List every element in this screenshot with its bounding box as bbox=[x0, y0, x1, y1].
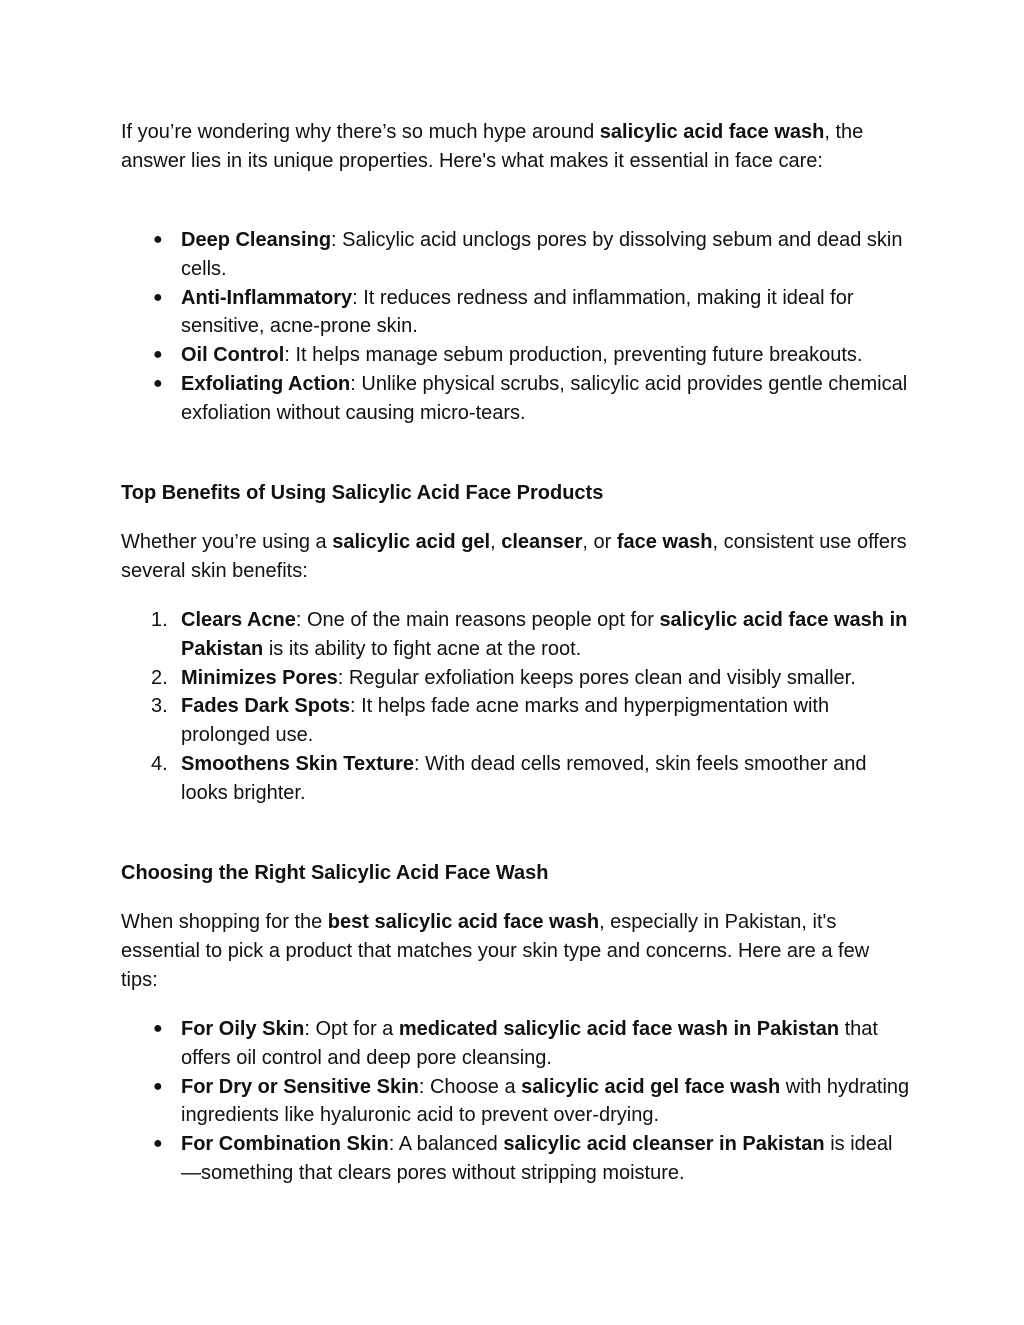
property-text: : Salicylic acid unclogs pores by dissolving sebum and dead skin cells. bbox=[181, 229, 903, 280]
text: , or bbox=[582, 531, 617, 553]
text: When shopping for the bbox=[121, 911, 328, 933]
text: that offers oil control and deep pore cleansing. bbox=[181, 1018, 878, 1069]
list-number: 1. bbox=[151, 609, 168, 631]
tip-term: For Combination Skin bbox=[181, 1133, 389, 1156]
bullet-icon: ● bbox=[153, 346, 163, 364]
bullet-icon: ● bbox=[153, 1077, 163, 1095]
bold-keyword: face wash bbox=[616, 531, 713, 553]
list-item bbox=[121, 284, 911, 342]
text: Whether you’re using a bbox=[121, 531, 333, 553]
list-item bbox=[121, 1073, 911, 1131]
section-heading-choosing: Choosing the Right Salicylic Acid Face Wash bbox=[121, 862, 549, 884]
text: : With dead cells removed, skin feels smoother and looks brighter. bbox=[181, 752, 867, 804]
bold-keyword: salicylic acid gel bbox=[332, 531, 491, 553]
list-item bbox=[121, 692, 911, 750]
list-item bbox=[121, 1130, 911, 1188]
section-heading-benefits: Top Benefits of Using Salicylic Acid Face Products bbox=[121, 482, 604, 504]
bold-keyword: best salicylic acid face wash bbox=[327, 911, 600, 933]
benefit-term: Clears Acne bbox=[181, 609, 296, 631]
tip-term: For Dry or Sensitive Skin bbox=[181, 1075, 419, 1098]
bold-keyword: cleanser bbox=[501, 531, 583, 553]
intro-paragraph bbox=[121, 118, 911, 176]
benefit-term: Smoothens Skin Texture bbox=[181, 752, 415, 775]
text: , consistent use offers several skin benefits: bbox=[121, 531, 907, 582]
bold-keyword: salicylic acid gel face wash bbox=[521, 1075, 781, 1098]
benefits-list bbox=[121, 606, 911, 808]
text: : Choose a bbox=[418, 1075, 522, 1098]
property-term: Anti-Inflammatory bbox=[181, 286, 353, 309]
text: , especially in Pakistan, it's essential to pick a product that matches your skin type and concerns. Here are a few tips: bbox=[121, 911, 870, 991]
property-term: Deep Cleansing bbox=[181, 229, 332, 251]
bullet-icon: ● bbox=[153, 288, 163, 306]
intro-bold-keyword: salicylic acid face wash bbox=[599, 121, 825, 143]
bullet-icon: ● bbox=[153, 231, 163, 248]
list-item bbox=[121, 664, 911, 693]
list-item bbox=[121, 606, 911, 664]
properties-list bbox=[121, 226, 911, 428]
list-item bbox=[121, 750, 911, 808]
list-item bbox=[121, 341, 911, 370]
property-text: : It reduces redness and inflammation, making it ideal for sensitive, acne-prone skin. bbox=[181, 286, 854, 338]
list-number: 4. bbox=[151, 752, 168, 775]
bold-keyword: medicated salicylic acid face wash in Pakistan bbox=[398, 1018, 840, 1040]
choosing-intro-paragraph bbox=[121, 908, 911, 994]
benefit-term: Fades Dark Spots bbox=[181, 695, 350, 718]
property-text: : Unlike physical scrubs, salicylic acid provides gentle chemical exfoliation without causing micro-tears. bbox=[181, 372, 908, 424]
text: is its ability to fight acne at the root. bbox=[263, 637, 582, 660]
property-term: Oil Control bbox=[181, 344, 285, 367]
list-number: 2. bbox=[151, 666, 168, 689]
list-number: 3. bbox=[151, 695, 168, 718]
text: : A balanced bbox=[388, 1133, 504, 1156]
property-term: Exfoliating Action bbox=[181, 372, 351, 395]
text: , bbox=[490, 531, 502, 553]
text: : Opt for a bbox=[304, 1018, 399, 1040]
bullet-icon: ● bbox=[153, 1135, 163, 1153]
bold-keyword: salicylic acid cleanser in Pakistan bbox=[503, 1133, 825, 1156]
benefits-intro-paragraph bbox=[121, 528, 911, 586]
bold-keyword: salicylic acid face wash in Pakistan bbox=[181, 609, 908, 660]
text: : Regular exfoliation keeps pores clean and visibly smaller. bbox=[337, 666, 856, 689]
bullet-icon: ● bbox=[153, 1020, 163, 1037]
bullet-icon: ● bbox=[153, 374, 163, 392]
property-text: : It helps manage sebum production, preventing future breakouts. bbox=[284, 344, 863, 367]
text: : It helps fade acne marks and hyperpigmentation with prolonged use. bbox=[181, 695, 830, 747]
tip-term: For Oily Skin bbox=[181, 1018, 305, 1040]
intro-text: If you’re wondering why there’s so much hype around bbox=[121, 121, 600, 143]
intro-text: , the answer lies in its unique properties. Here's what makes it essential in face care: bbox=[121, 121, 864, 172]
text: : One of the main reasons people opt for bbox=[295, 609, 660, 631]
text: with hydrating ingredients like hyaluronic acid to prevent over-drying. bbox=[181, 1075, 910, 1127]
list-item bbox=[121, 370, 911, 428]
list-item bbox=[121, 226, 911, 284]
tips-list bbox=[121, 1015, 911, 1188]
list-item bbox=[121, 1015, 911, 1073]
benefit-term: Minimizes Pores bbox=[181, 666, 338, 689]
text: is ideal—something that clears pores without stripping moisture. bbox=[181, 1133, 893, 1184]
